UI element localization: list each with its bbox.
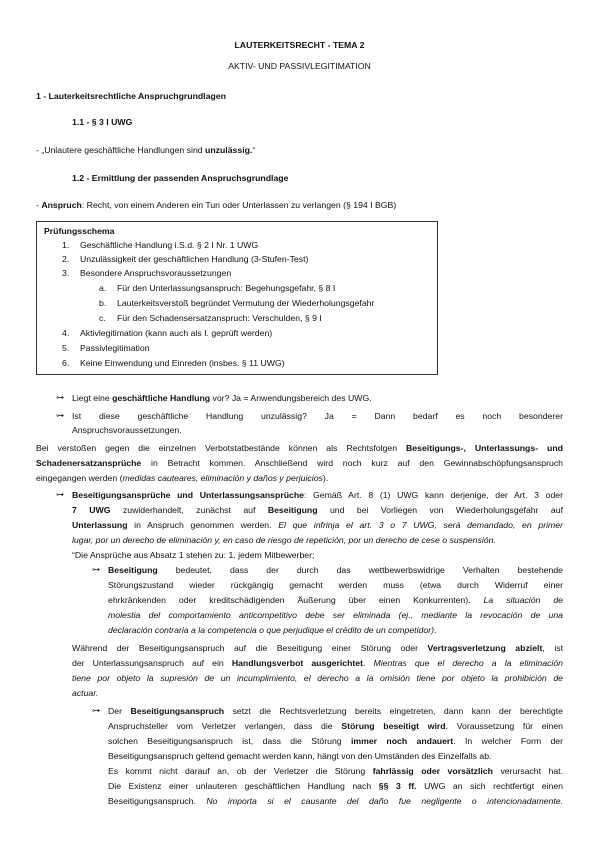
key-bullet-icon: ⊶ bbox=[92, 565, 100, 574]
schema-item-1-num: 1. bbox=[62, 240, 70, 250]
document-subtitle: AKTIV- UND PASSIVLEGITIMATION bbox=[228, 61, 371, 71]
schema-item-2: Unzulässigkeit der geschäftlichen Handlung (3-Stufen-Test) bbox=[80, 254, 309, 264]
schema-item-5: Passivlegitimation bbox=[80, 343, 150, 353]
schema-item-3a: Für den Unterlassungsanspruch: Begehungsgefahr, § 8 I bbox=[117, 283, 336, 293]
para-waehrend-line3: tiene por objeto la supresión de un incumplimiento, el derecho a la omisión tiene por objeto la prohibición de bbox=[72, 673, 563, 683]
para-beseitigung-line2: Störungszustand wieder rückgängig gemacht werden muss (etwa durch Widerruf einer bbox=[108, 580, 563, 590]
para-beseitigungsanspruch-line5: Es kommt nicht darauf an, ob der Verletzer die Störung fahrlässig oder vorsätzlich verursacht hat. bbox=[108, 766, 563, 776]
para-waehrend-line4: actuar. bbox=[72, 688, 99, 698]
para-beseitigungsanspruch-line2: Anspruchsteller vom Verletzer verlangen, dass die Störung beseitigt wird. Voraussetzung für einen bbox=[108, 721, 564, 731]
schema-item-2-num: 2. bbox=[62, 254, 70, 264]
section-1-2-heading: 1.2 - Ermittlung der passenden Anspruchsgrundlage bbox=[72, 173, 289, 183]
schema-item-4-num: 4. bbox=[62, 328, 70, 338]
para-beseitigungsanspruch-line1: Der Beseitigungsanspruch setzt die Rechtsverletzung bereits eingetreten, dann kann der berechtigte bbox=[108, 706, 563, 716]
para-ansprueche-line3: Unterlassung in Anspruch genommen werden. El que infrinja el art. 3 o 7 UWG, será demandado, en primer bbox=[72, 520, 563, 530]
para-beseitigungsanspruch-line6: Die Existenz einer unlauteren geschäftlichen Handlung nach §§ 3 ff. UWG an sich rechtfertigt einen bbox=[108, 781, 563, 791]
bullet-geschaeftliche-handlung: Liegt eine geschäftliche Handlung vor? Ja = Anwendungsbereich des UWG. bbox=[72, 393, 372, 403]
schema-item-3a-num: a. bbox=[99, 283, 107, 293]
para-beseitigungsanspruch-line4: Beseitigungsanspruch geltend gemacht werden kann, hängt von den Umständen des Einzelfalls ab. bbox=[108, 751, 492, 761]
schema-item-3c-num: c. bbox=[99, 313, 106, 323]
para-ansprueche-line4: lugar, por un derecho de eliminación y, en caso de riesgo de repetición, por un derecho de cese o suspensión. bbox=[72, 535, 496, 545]
pruefungsschema-title: Prüfungsschema bbox=[44, 226, 115, 236]
schema-item-1: Geschäftliche Handlung i.S.d. § 2 I Nr. 1 UWG bbox=[80, 240, 259, 250]
para-ansprueche-line5: “Die Ansprüche aus Absatz 1 stehen zu: 1. jedem Mitbewerber; bbox=[72, 550, 315, 560]
section-1-1-heading: 1.1 - § 3 I UWG bbox=[72, 117, 133, 127]
key-bullet-icon: ⊶ bbox=[56, 411, 64, 420]
para-beseitigungsanspruch-line3: solchen Beseitigungsanspruch ist, dass die Störung immer noch andauert. In welcher Form der bbox=[108, 736, 564, 746]
schema-item-6-num: 6. bbox=[62, 358, 70, 368]
anspruch-definition: - Anspruch: Recht, von einem Anderen ein Tun oder Unterlassen zu verlangen (§ 194 I BGB) bbox=[36, 200, 397, 210]
schema-item-3b-num: b. bbox=[99, 298, 107, 308]
para-rechtsfolgen-line3: eingegangen werden (medidas cauteares, eliminación y daños y perjuicios). bbox=[36, 473, 329, 483]
para-rechtsfolgen-line2: Schadenersatzansprüche in Betracht kommen. Anschließend wird noch kurz auf den Gewinnabschöpfungsanspruch bbox=[36, 458, 563, 468]
section-1-heading: 1 - Lauterkeitsrechtliche Anspruchgrundlagen bbox=[36, 91, 226, 101]
para-beseitigung-line1: Beseitigung bedeutet, dass der durch das wettbewerbswidrige Verhalten bestehende bbox=[108, 565, 563, 575]
document-title: LAUTERKEITSRECHT - TEMA 2 bbox=[234, 40, 365, 50]
schema-item-6: Keine Einwendung und Einreden (insbes. § 11 UWG) bbox=[80, 358, 285, 368]
para-beseitigung-line3: ehrkränkenden oder kreditschädigenden Äußerung über einen Konkurrenten). La situación de bbox=[108, 595, 563, 605]
para-beseitigungsanspruch-line7: Beseitigungsanspruch. No importa si el causante del daño fue negligente o intencionadamente. bbox=[108, 796, 563, 806]
para-beseitigung-line4: molestia del comportamiento anticompetitivo debe ser eliminada (ej., mediante la revocación de una bbox=[108, 610, 563, 620]
para-ansprueche-line2: 7 UWG zuwiderhandelt, zunächst auf Beseitigung und bei Vorliegen von Wiederholungsgefahr auf bbox=[72, 505, 563, 515]
bullet-unzulaessig-line1: Ist diese geschäftliche Handlung unzulässig? Ja = Dann bedarf es noch besonderer bbox=[72, 411, 563, 421]
key-bullet-icon: ⊶ bbox=[56, 393, 64, 402]
schema-item-3: Besondere Anspruchsvoraussetzungen bbox=[80, 268, 232, 278]
schema-item-3c: Für den Schadensersatzanspruch: Verschulden, § 9 I bbox=[117, 313, 322, 323]
para-ansprueche-line1: Beseitigungsansprüche und Unterlassungsansprüche: Gemäß Art. 8 (1) UWG kann derjenige, der Art. 3 oder bbox=[72, 490, 563, 500]
para-beseitigung-line5: declaración contraria a la competencia o que perjudique el crédito de un competidor). bbox=[108, 625, 437, 635]
para-rechtsfolgen-line1: Bei verstoßen gegen die einzelnen Verbotstatbestände können als Rechtsfolgen Beseitigungs-, Unterlassungs- und bbox=[36, 443, 563, 453]
key-bullet-icon: ⊶ bbox=[56, 490, 64, 499]
bullet-unzulaessig-line2: Anspruchsvoraussetzungen. bbox=[72, 425, 182, 435]
quote-line: - „Unlautere geschäftliche Handlungen sind unzulässig.“ bbox=[36, 145, 256, 155]
schema-item-5-num: 5. bbox=[62, 343, 70, 353]
schema-item-3-num: 3. bbox=[62, 268, 70, 278]
para-waehrend-line1: Während der Beseitigungsanspruch auf die Beseitigung einer Störung oder Vertragsverletzung abzielt, ist bbox=[72, 643, 564, 653]
para-waehrend-line2: der Unterlassungsanspruch auf ein Handlungsverbot ausgerichtet. Mientras que el derecho a la eliminación bbox=[72, 658, 564, 668]
schema-item-4: Aktivlegitimation (kann auch als I. geprüft werden) bbox=[80, 328, 273, 338]
key-bullet-icon: ⊶ bbox=[92, 706, 100, 715]
schema-item-3b: Lauterkeitsverstoß begründet Vermutung der Wiederholungsgefahr bbox=[117, 298, 375, 308]
